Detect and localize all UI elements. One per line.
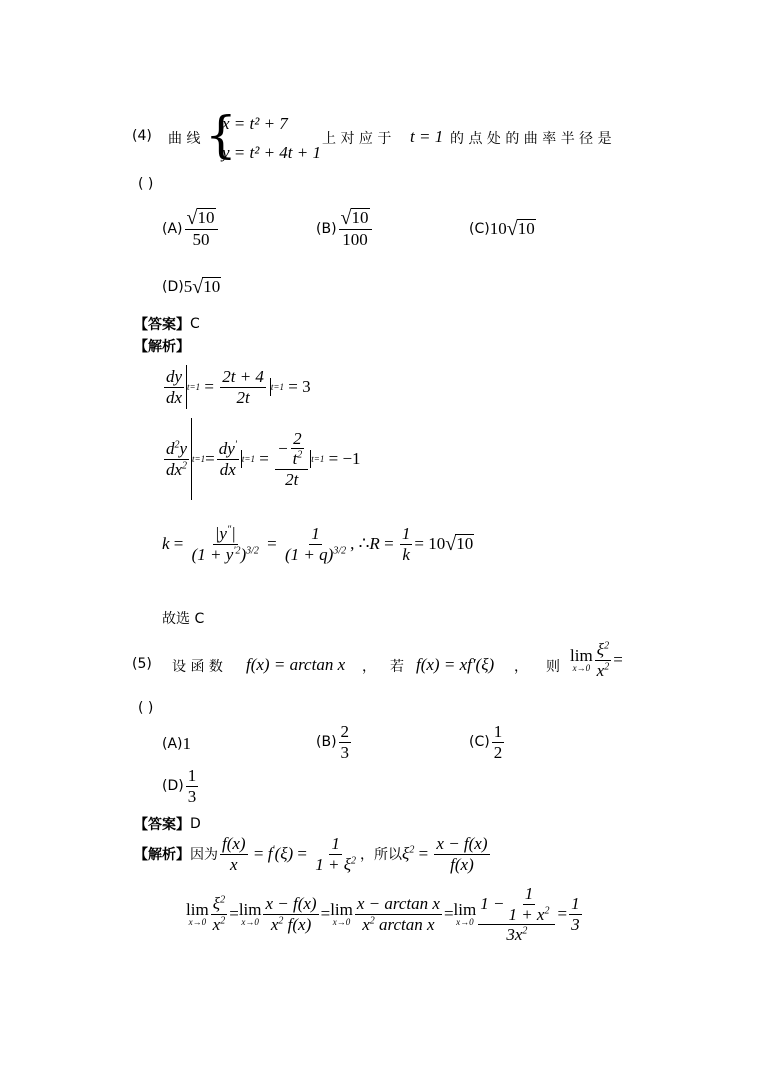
q5-option-c-denominator: 2 xyxy=(493,742,503,762)
q4-option-c: (C) 10 √ 10 xyxy=(469,218,535,240)
q5-option-d-numerator: 1 xyxy=(187,766,197,785)
q4-option-c-label: (C) xyxy=(469,221,490,237)
q5-answer-value: D xyxy=(190,816,201,832)
q5-option-c xyxy=(469,722,506,762)
q4-option-b-denominator: 100 xyxy=(342,229,368,249)
q5-comma-1: ， xyxy=(362,659,376,675)
q5-stem-1: 设 函 数 xyxy=(172,659,223,675)
q4-option-d-label: (D) xyxy=(162,279,184,295)
q5-comma-2: ， xyxy=(514,659,528,675)
q4-stem-post: 上 对 应 于 xyxy=(322,131,392,147)
q5-function-def: f(x) = arctan x xyxy=(246,655,346,674)
q5-answer-paren: ( ) xyxy=(138,700,154,716)
q5-answer-tag: 【答案】 xyxy=(134,817,190,833)
q4-answer-value: C xyxy=(190,316,200,332)
q4-option-a-label: (A) xyxy=(162,220,183,237)
q5-analysis-line: 【解析】 因为 $\frac{f(x)}{x}$ = f'(ξ) = $\frac{1}{1 + \xi^2}$ ，所以 $\xi^2$ = $\frac{x - f(x)}{f(x)}$ xyxy=(134,834,488,874)
q5-mvt: f(x) = xf′(ξ) xyxy=(416,655,495,674)
q5-because: 因为 xyxy=(190,847,218,864)
q5-option-b-label: (B) xyxy=(316,734,337,751)
q4-option-d-radicand: 10 xyxy=(203,277,221,297)
q4-second-derivative: $\frac{d^2y}{dx^2}$ t=1 = $\frac{dy'}{dx}$ t=1 = − $\frac{2}{t^2}$ 2t t=1 = −1 xyxy=(162,418,361,500)
q5-option-a xyxy=(162,734,191,754)
q4-answer-paren: ( ) xyxy=(138,176,154,192)
q4-answer-tag: 【答案】 xyxy=(134,317,190,333)
q4-conclusion: 故选 C xyxy=(162,611,205,627)
q4-option-b: (B) √ 10 100 xyxy=(316,208,374,249)
q4-number: (4) xyxy=(132,128,152,144)
q4-option-c-radicand: 10 xyxy=(517,219,535,239)
q4-option-d: (D) 5 √ 10 xyxy=(162,276,221,298)
q4-option-a-denominator: 50 xyxy=(192,229,210,249)
q5-option-b-denominator: 3 xyxy=(340,742,350,762)
q5-option-a-label: (A) xyxy=(162,736,183,752)
q5-option-b xyxy=(316,722,353,762)
q4-option-b-radicand: 10 xyxy=(351,208,369,228)
q4-analysis-tag: 【解析】 xyxy=(134,339,190,355)
q4-sys-x: x = t² + 7 xyxy=(222,114,288,133)
q4-stem-end: 的 点 处 的 曲 率 半 径 是 xyxy=(450,131,612,147)
q4-option-a-radicand: 10 xyxy=(197,208,215,228)
q5-limit-expression: lim x→0 $\frac{\xi^2}{x^2}$ = xyxy=(570,640,623,680)
q5-number: (5) xyxy=(132,656,152,672)
q5-option-d xyxy=(162,766,200,806)
q4-first-derivative: $\frac{dy}{dx}$ t=1 = $\frac{2t + 4}{2t}$ t=1 = 3 xyxy=(162,365,311,409)
q4-option-c-coef: 10 xyxy=(489,219,507,238)
q4-system-brace: { xyxy=(205,106,237,164)
q5-if-word: 若 xyxy=(390,659,404,675)
q5-option-b-numerator: 2 xyxy=(340,722,350,741)
q5-option-a-value: 1 xyxy=(182,734,192,753)
q4-option-d-coef: 5 xyxy=(183,277,193,296)
q5-so: ，所以 xyxy=(360,847,403,864)
q4-curvature-radius: k = $\frac{|y^"|}{(1 + y^{'2})^{3/2}}$ = $\frac{1}{(1 + q)^{3/2}}$ , ∴ R = $\frac{1}{k}$ = 10 √ 10 xyxy=(162,524,474,564)
q5-option-c-label: (C) xyxy=(469,734,490,751)
q4-sys-y: y = t² + 4t + 1 xyxy=(222,143,322,162)
q4-option-b-label: (B) xyxy=(316,220,337,237)
q4-stem-pre: 曲 线 xyxy=(168,131,201,147)
q5-option-c-numerator: 1 xyxy=(493,722,503,741)
q4-option-a: (A) √ 10 50 xyxy=(162,208,220,249)
q4-answer-line xyxy=(134,314,200,334)
q5-option-d-label: (D) xyxy=(162,778,184,795)
q5-then-word: 则 xyxy=(546,659,560,675)
q5-limit-derivation: lim x→0 $\frac{\xi^2}{x^2}$ = lim x→0 $\frac{x - f(x)}{x^2 f(x)}$ = lim x→0 $\frac{\text{x − arctan x}}{x^2 \arctan x}$ = lim x→0 1 − $\frac{1}{1 + x^2}$ $3x^2$ = $\frac{1}{3}$ xyxy=(186,884,580,945)
q5-option-d-denominator: 3 xyxy=(187,786,197,806)
q4-t-equals: t = 1 xyxy=(410,127,444,146)
q5-analysis-tag: 【解析】 xyxy=(134,847,190,864)
q5-answer-line xyxy=(134,814,201,834)
